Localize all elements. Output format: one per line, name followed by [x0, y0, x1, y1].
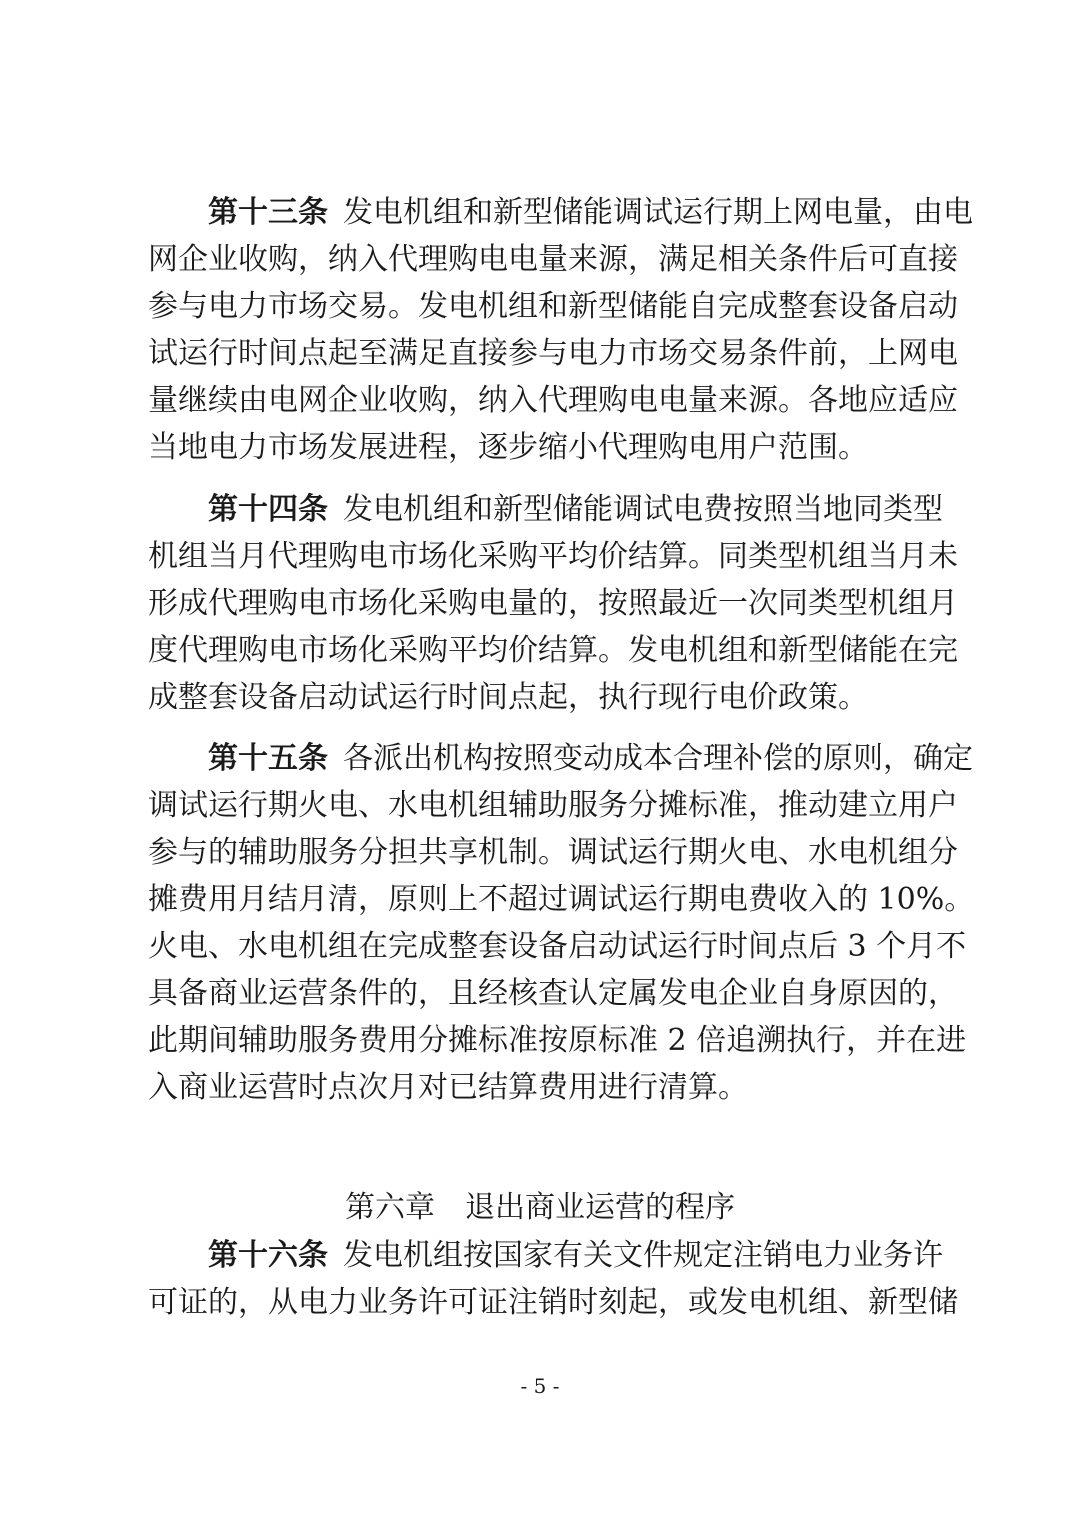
paragraph-line: 参与电力市场交易。发电机组和新型储能自完成整套设备启动 [148, 289, 958, 324]
paragraph-line: 试运行时间点起至满足直接参与电力市场交易条件前，上网电 [148, 336, 958, 371]
article-title: 第十五条 [208, 741, 328, 776]
paragraph-line: 成整套设备启动试运行时间点起，执行现行电价政策。 [148, 680, 868, 715]
article-title: 第十三条 [208, 195, 328, 230]
paragraph-line: 形成代理购电市场化采购电量的，按照最近一次同类型机组月 [148, 586, 958, 621]
paragraph-line: 可证的，从电力业务许可证注销时刻起，或发电机组、新型储 [148, 1285, 958, 1320]
paragraph-line [208, 735, 973, 783]
article-title: 第十六条 [208, 1238, 328, 1273]
line-text: 发电机组和新型储能调试电费按照当地同类型 [343, 492, 943, 527]
chapter-heading: 第六章 退出商业运营的程序 [345, 1190, 735, 1225]
paragraph-line: 当地电力市场发展进程，逐步缩小代理购电用户范围。 [148, 430, 868, 465]
paragraph-line: 此期间辅助服务费用分摊标准按原标准 2 倍追溯执行，并在进 [148, 1023, 967, 1058]
line-text: 发电机组按国家有关文件规定注销电力业务许 [343, 1238, 943, 1273]
paragraph-line: 具备商业运营条件的，且经核查认定属发电企业自身原因的， [148, 976, 958, 1011]
paragraph-line: 量继续由电网企业收购，纳入代理购电电量来源。各地应适应 [148, 383, 958, 418]
paragraph-line: 网企业收购，纳入代理购电电量来源，满足相关条件后可直接 [148, 242, 958, 277]
paragraph-line: 机组当月代理购电市场化采购平均价结算。同类型机组当月未 [148, 539, 958, 574]
paragraph-line: 摊费用月结月清，原则上不超过调试运行期电费收入的 10%。 [148, 882, 975, 917]
paragraph-line: 度代理购电市场化采购平均价结算。发电机组和新型储能在完 [148, 633, 958, 668]
paragraph-line [208, 486, 943, 534]
paragraph-line: 参与的辅助服务分担共享机制。调试运行期火电、水电机组分 [148, 835, 958, 870]
paragraph-line: 入商业运营时点次月对已结算费用进行清算。 [148, 1070, 748, 1105]
line-text: 发电机组和新型储能调试运行期上网电量，由电 [343, 195, 973, 230]
page-number: - 5 - [520, 1374, 560, 1398]
line-text: 各派出机构按照变动成本合理补偿的原则，确定 [343, 741, 973, 776]
paragraph-line [208, 1232, 943, 1280]
paragraph-line [208, 189, 973, 237]
paragraph-line: 火电、水电机组在完成整套设备启动试运行时间点后 3 个月不 [148, 929, 967, 964]
article-title: 第十四条 [208, 492, 328, 527]
paragraph-line: 调试运行期火电、水电机组辅助服务分摊标准，推动建立用户 [148, 788, 958, 823]
